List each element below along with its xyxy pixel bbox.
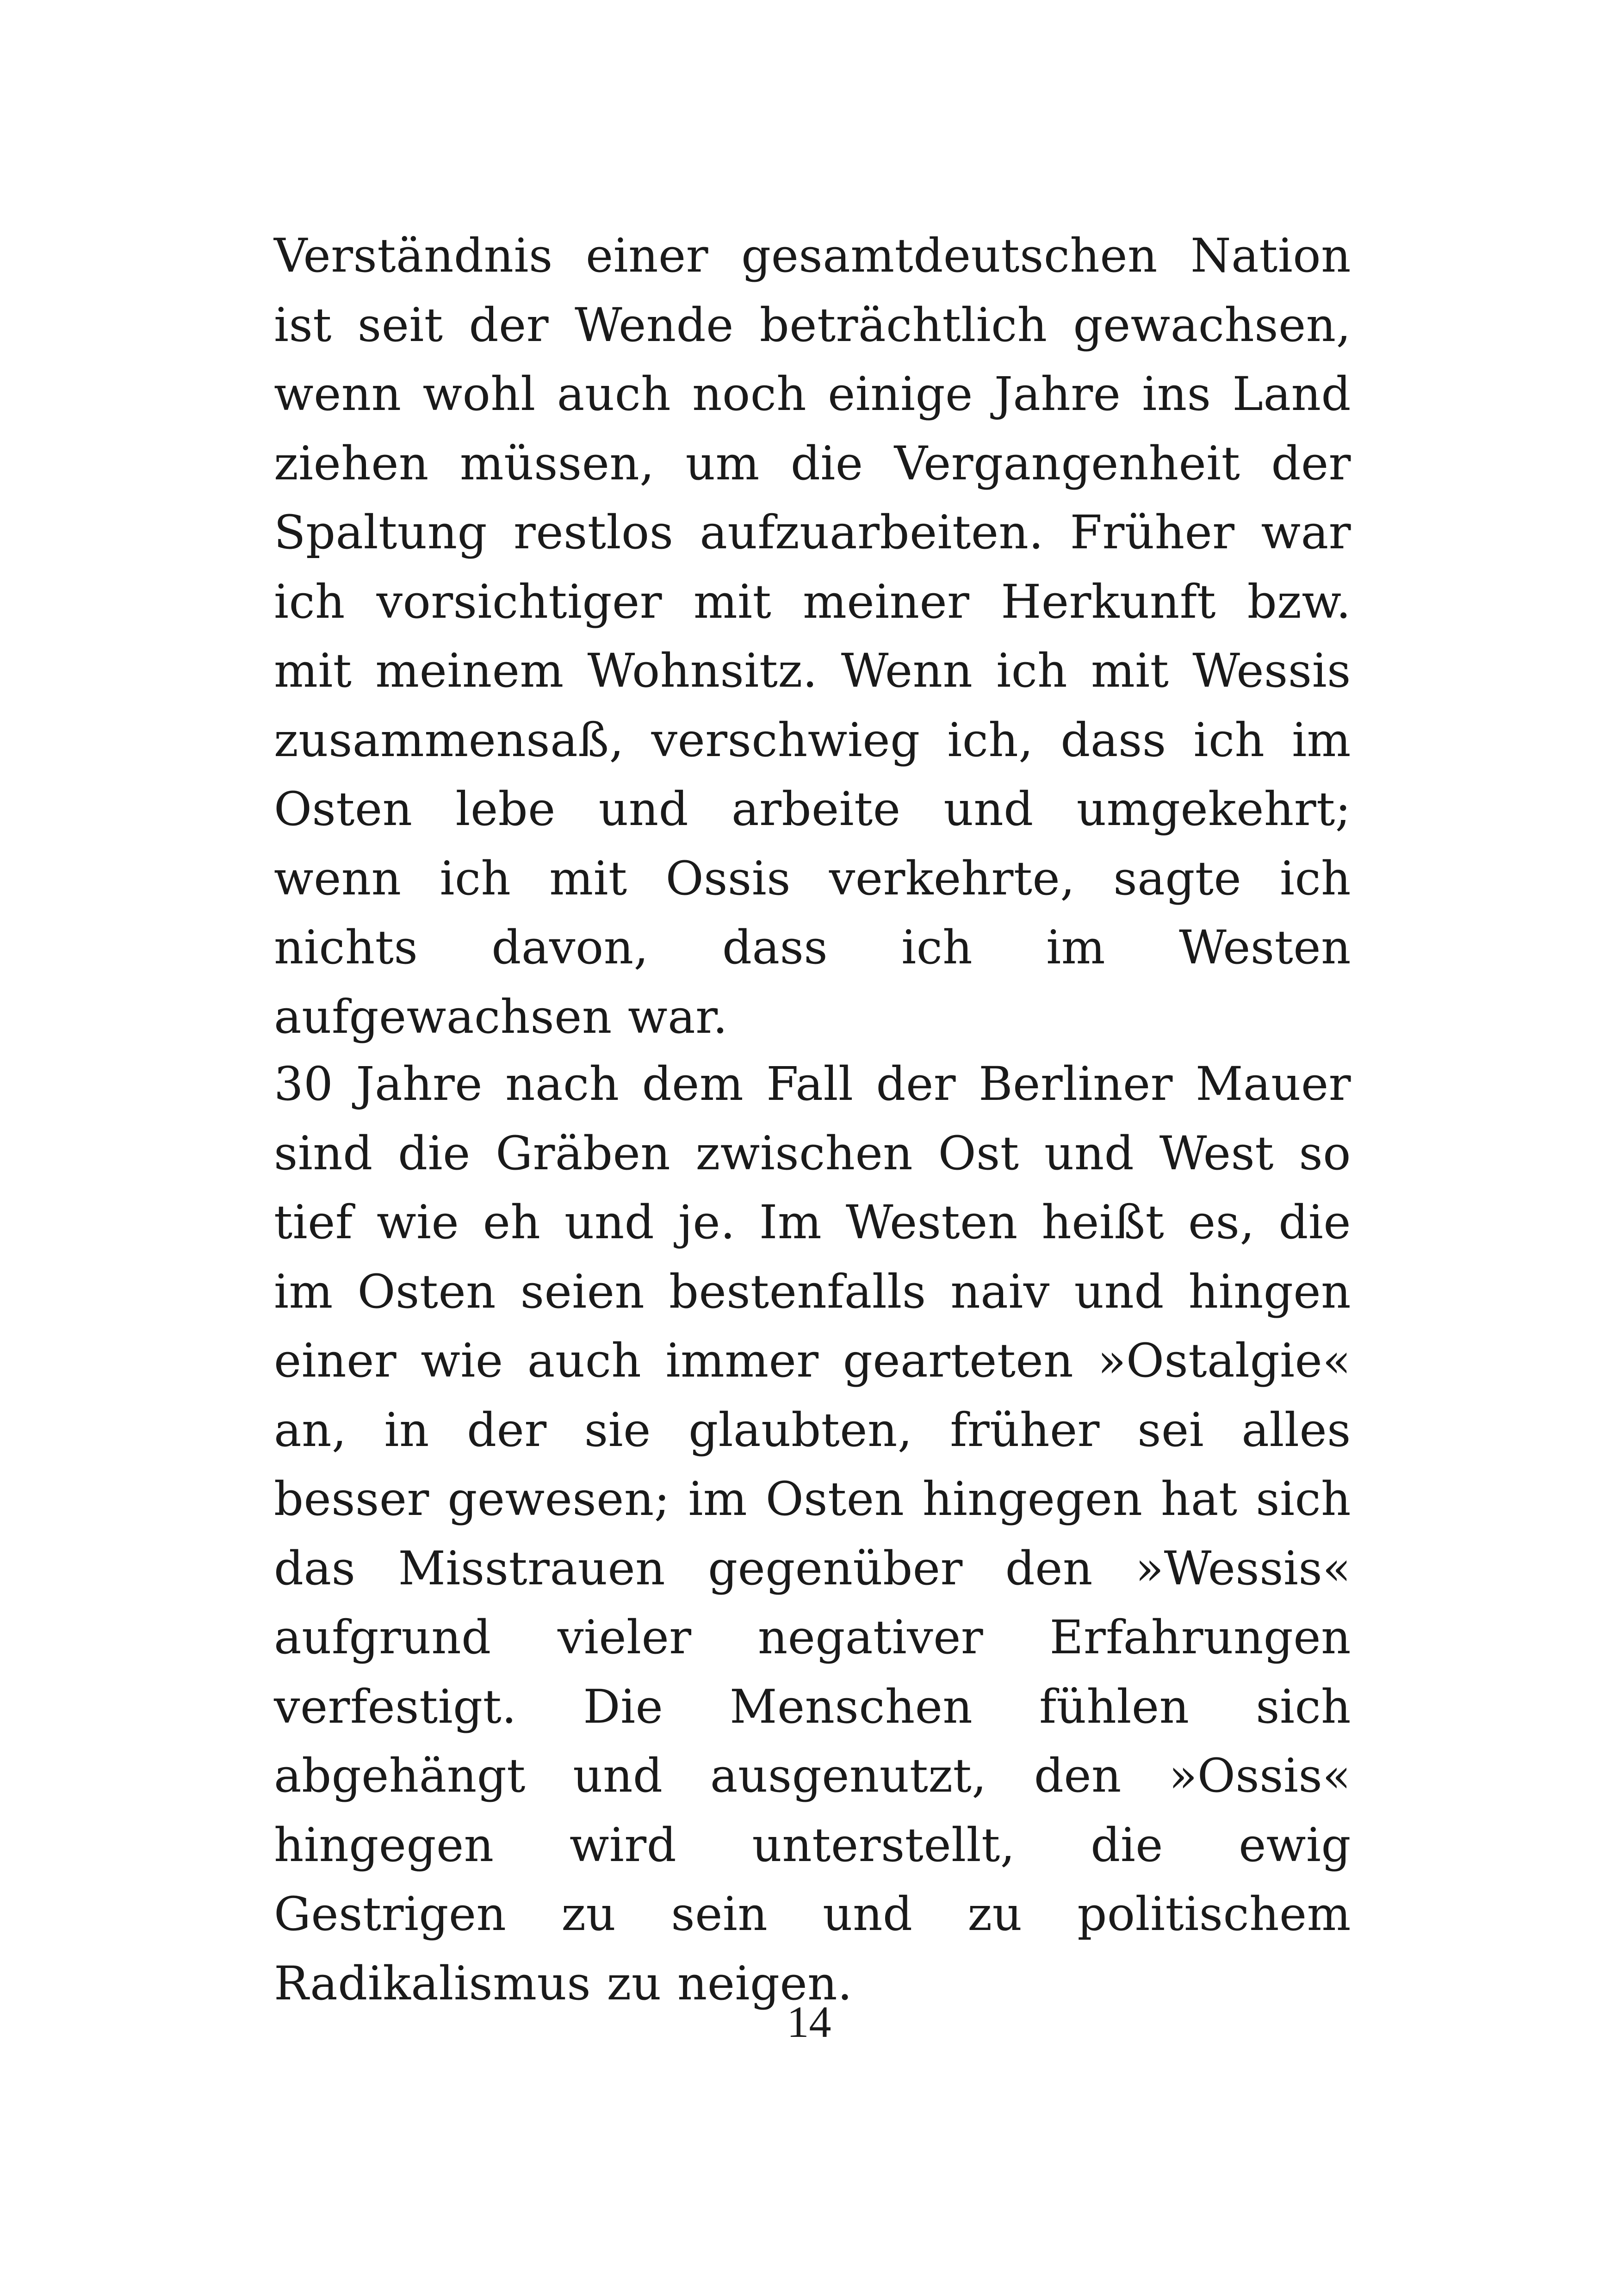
paragraph-2: 30 Jahre nach dem Fall der Berliner Mauer sind die Gräben zwischen Ost und West so tief wie eh und je. Im Westen heißt es, die im Osten seien bestenfalls naiv und hingen einer wie auch immer gearteten »Ostalgie« an, in der sie glaubten, früher sei alles besser gewesen; im Osten hingegen hat sich das Misstrauen gegenüber den »Wessis« aufgrund vieler negativer Erfahrungen verfestigt. Die Menschen fühlen sich abgehängt und ausgenutzt, den »Ossis« hingegen wird unterstellt, die ewig Gestrigen zu sein und zu politischem Radikalismus zu neigen.: [274, 1057, 1351, 2011]
paragraph-1: Verständnis einer gesamtdeutschen Nation ist seit der Wende beträchtlich gewachsen, wenn wohl auch noch einige Jahre ins Land ziehen müssen, um die Vergangenheit der Spaltung restlos aufzuarbeiten. Früher war ich vorsichtiger mit meiner Herkunft bzw. mit meinem Wohnsitz. Wenn ich mit Wessis zusammensaß, verschwieg ich, dass ich im Osten lebe und arbeite und umgekehrt; wenn ich mit Ossis verkehrte, sagte ich nichts davon, dass ich im Westen aufgewachsen war.: [274, 229, 1351, 1044]
page-number: 14: [787, 1997, 831, 2047]
